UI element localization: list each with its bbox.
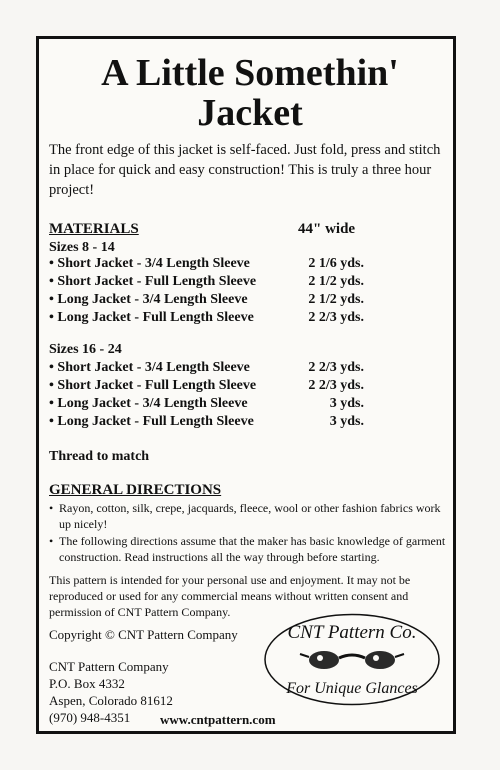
materials-row-label: • Short Jacket - 3/4 Length Sleeve (49, 256, 250, 271)
fabric-width-heading: 44" wide (298, 221, 356, 237)
logo-tagline: For Unique Glances (286, 680, 418, 697)
materials-row (49, 395, 364, 413)
list-item: • The following directions assume that the maker has basic knowledge of garment construction. Read instructions all the way through before starting. (49, 533, 449, 565)
size-group-label: Sizes 16 - 24 (49, 342, 122, 357)
materials-row-label: • Long Jacket - Full Length Sleeve (49, 310, 254, 325)
logo-name: CNT Pattern Co. (287, 622, 417, 643)
materials-row (49, 377, 364, 395)
eyeglasses-icon (300, 651, 404, 669)
materials-row-qty: 3 yds. (329, 396, 364, 411)
materials-row-qty: 2 2/3 yds. (308, 310, 364, 325)
materials-row-label: • Long Jacket - 3/4 Length Sleeve (49, 292, 248, 307)
intro-paragraph: The front edge of this jacket is self-faced. Just fold, press and stitch in place for quick and easy construction! This is truly a three hour project! (49, 142, 441, 198)
materials-row-qty: 2 1/2 yds. (308, 292, 364, 307)
address-company: CNT Pattern Company (49, 659, 169, 674)
materials-row-qty: 2 1/6 yds. (308, 256, 364, 271)
materials-row-qty: 2 2/3 yds. (308, 378, 364, 393)
materials-row (49, 273, 364, 291)
materials-heading: MATERIALS (49, 221, 139, 237)
list-item: • Rayon, cotton, silk, crepe, jacquards, fleece, wool or other fashion fabrics work up nicely! (49, 500, 449, 532)
materials-row (49, 291, 364, 309)
materials-row-label: • Short Jacket - 3/4 Length Sleeve (49, 360, 250, 375)
page-title-line2: Jacket (197, 92, 303, 134)
thread-note: Thread to match (49, 449, 150, 464)
materials-row-label: • Long Jacket - 3/4 Length Sleeve (49, 396, 248, 411)
address-city: Aspen, Colorado 81612 (49, 693, 173, 708)
materials-row-label: • Short Jacket - Full Length Sleeve (49, 378, 257, 393)
logo-oval (262, 612, 442, 707)
materials-row (49, 309, 364, 327)
size-group-label: Sizes 8 - 14 (49, 240, 115, 255)
company-logo (262, 612, 442, 707)
website-link[interactable]: www.cntpattern.com (160, 712, 276, 727)
materials-row-qty: 3 yds. (329, 414, 364, 429)
materials-row (49, 413, 364, 431)
directions-list (49, 500, 449, 566)
copyright-line: Copyright © CNT Pattern Company (49, 627, 238, 642)
materials-row-label: • Short Jacket - Full Length Sleeve (49, 274, 257, 289)
materials-row (49, 255, 364, 273)
materials-row (49, 359, 364, 377)
address-phone: (970) 948-4351 (49, 710, 131, 725)
materials-row-qty: 2 2/3 yds. (308, 360, 364, 375)
address-po-box: P.O. Box 4332 (49, 676, 125, 691)
page-title: A Little Somethin' (101, 52, 399, 94)
materials-row-qty: 2 1/2 yds. (308, 274, 364, 289)
usage-notice: This pattern is intended for your personal use and enjoyment. It may not be reproduced or used for any commercial means without written consent and permission of CNT Pattern Company. (49, 573, 411, 619)
general-directions-heading: GENERAL DIRECTIONS (49, 482, 222, 498)
materials-row-label: • Long Jacket - Full Length Sleeve (49, 414, 254, 429)
